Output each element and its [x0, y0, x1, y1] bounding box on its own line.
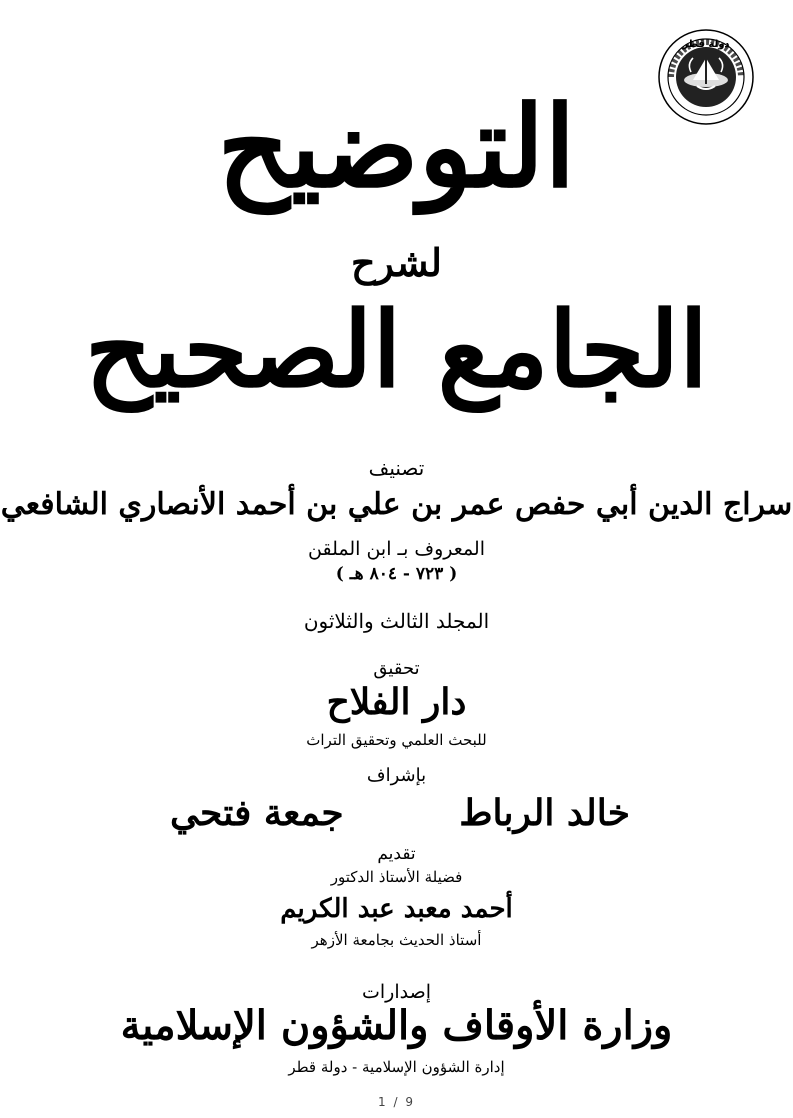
verification-label: تحقيق: [373, 658, 420, 679]
author-label: تصنيف: [368, 456, 425, 480]
supervisor-names: [170, 786, 630, 840]
page-indicator: 1 / 9: [378, 1095, 415, 1109]
issuer-label: إصدارات: [361, 981, 431, 1003]
supervisor-name: خالد الرباط: [459, 792, 630, 834]
book-title-line1: التوضيح: [217, 82, 576, 213]
supervision-label: بإشراف: [366, 765, 427, 786]
book-title-line2: لشرح: [351, 240, 442, 285]
author-dates: ( ٧٢٣ - ٨٠٤ هـ ): [335, 564, 458, 584]
publisher-name: دار الفلاح: [326, 681, 467, 723]
seal-text: دولة قطر: [682, 39, 730, 50]
book-title-line3: الجامع الصحيح: [84, 288, 709, 411]
introduction-role: أستاذ الحديث بجامعة الأزهر: [311, 931, 482, 949]
author-name: سراج الدين أبي حفص عمر بن علي بن أحمد الأنصاري الشافعي: [0, 487, 793, 522]
volume-label: المجلد الثالث والثلاثون: [303, 609, 490, 633]
ministry-name: وزارة الأوقاف والشؤون الإسلامية: [120, 1002, 673, 1049]
introduction-label: تقديم: [377, 844, 416, 864]
supervisor-name: جمعة فتحي: [170, 792, 344, 834]
author-known-as: المعروف بـ ابن الملقن: [308, 538, 485, 560]
introduction-name: أحمد معبد عبد الكريم: [280, 894, 513, 924]
publisher-subtitle: للبحث العلمي وتحقيق التراث: [306, 731, 487, 749]
ministry-department: إدارة الشؤون الإسلامية - دولة قطر: [288, 1058, 505, 1076]
introduction-title: فضيلة الأستاذ الدكتور: [330, 868, 463, 886]
